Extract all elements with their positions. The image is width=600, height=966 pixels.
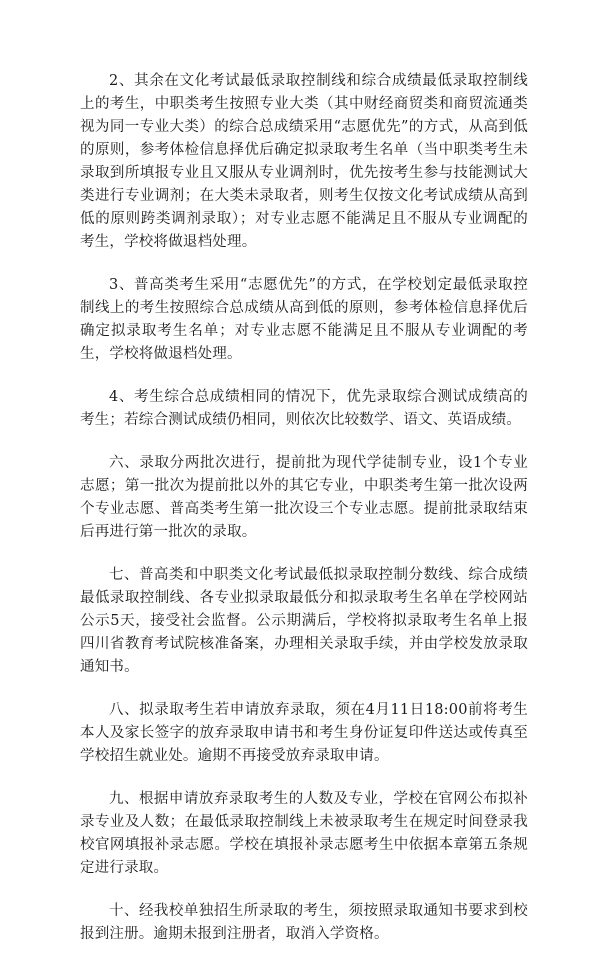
paragraph-section-6: 六、录取分两批次进行，提前批为现代学徒制专业，设1个专业志愿；第一批次为提前批以外的其它专业，中职类考生第一批次设两个专业志愿、普高类考生第一批次设三个专业志愿。提前批录取结束后再进行第一批次的录取。: [80, 455, 528, 540]
paragraph-admission-rule-2: 2、其余在文化考试最低录取控制线和综合成绩最低录取控制线上的考生，中职类考生按照专业大类（其中财经商贸类和商贸流通类视为同一专业大类）的综合总成绩采用“志愿优先”的方式，从高到低的原则，参考体检信息择优后确定拟录取考生名单（当中职类考生未录取到所填报专业且又服从专业调剂时，优先按考生参与技能测试大类进行专业调剂；在大类未录取者，则考生仅按文化考试成绩从高到低的原则跨类调剂录取）；对专业志愿不能满足且不服从专业调配的考生，学校将做退档处理。: [80, 73, 528, 250]
paragraph-admission-rule-4: 4、考生综合总成绩相同的情况下，优先录取综合测试成绩高的考生；若综合测试成绩仍相同，则依次比较数学、语文、英语成绩。: [80, 389, 528, 428]
paragraph-section-8: 八、拟录取考生若申请放弃录取，须在4月11日18:00前将考生本人及家长签字的放弃录取申请书和考生身份证复印件送达或传真至学校招生就业处。逾期不再接受放弃录取申请。: [80, 702, 528, 764]
paragraph-section-7: 七、普高类和中职类文化考试最低拟录取控制分数线、综合成绩最低录取控制线、各专业拟录取最低分和拟录取考生名单在学校网站公示5天，接受社会监督。公示期满后，学校将拟录取考生名单上报四川省教育考试院核准备案，办理相关录取手续，并由学校发放录取通知书。: [80, 567, 528, 675]
document-body: [80, 70, 528, 966]
paragraph-section-9: 九、根据申请放弃录取考生的人数及专业，学校在官网公布拟补录专业及人数；在最低录取控制线上未被录取考生在规定时间登录我校官网填报补录志愿。学校在填报补录志愿考生中依据本章第五条规定进行录取。: [80, 791, 528, 876]
paragraph-section-10: 十、经我校单独招生所录取的考生，须按照录取通知书要求到校报到注册。逾期未报到注册者，取消入学资格。: [80, 903, 528, 942]
paragraph-admission-rule-3: 3、普高类考生采用“志愿优先”的方式，在学校划定最低录取控制线上的考生按照综合总成绩从高到低的原则，参考体检信息择优后确定拟录取考生名单；对专业志愿不能满足且不服从专业调配的考生，学校将做退档处理。: [80, 277, 528, 362]
